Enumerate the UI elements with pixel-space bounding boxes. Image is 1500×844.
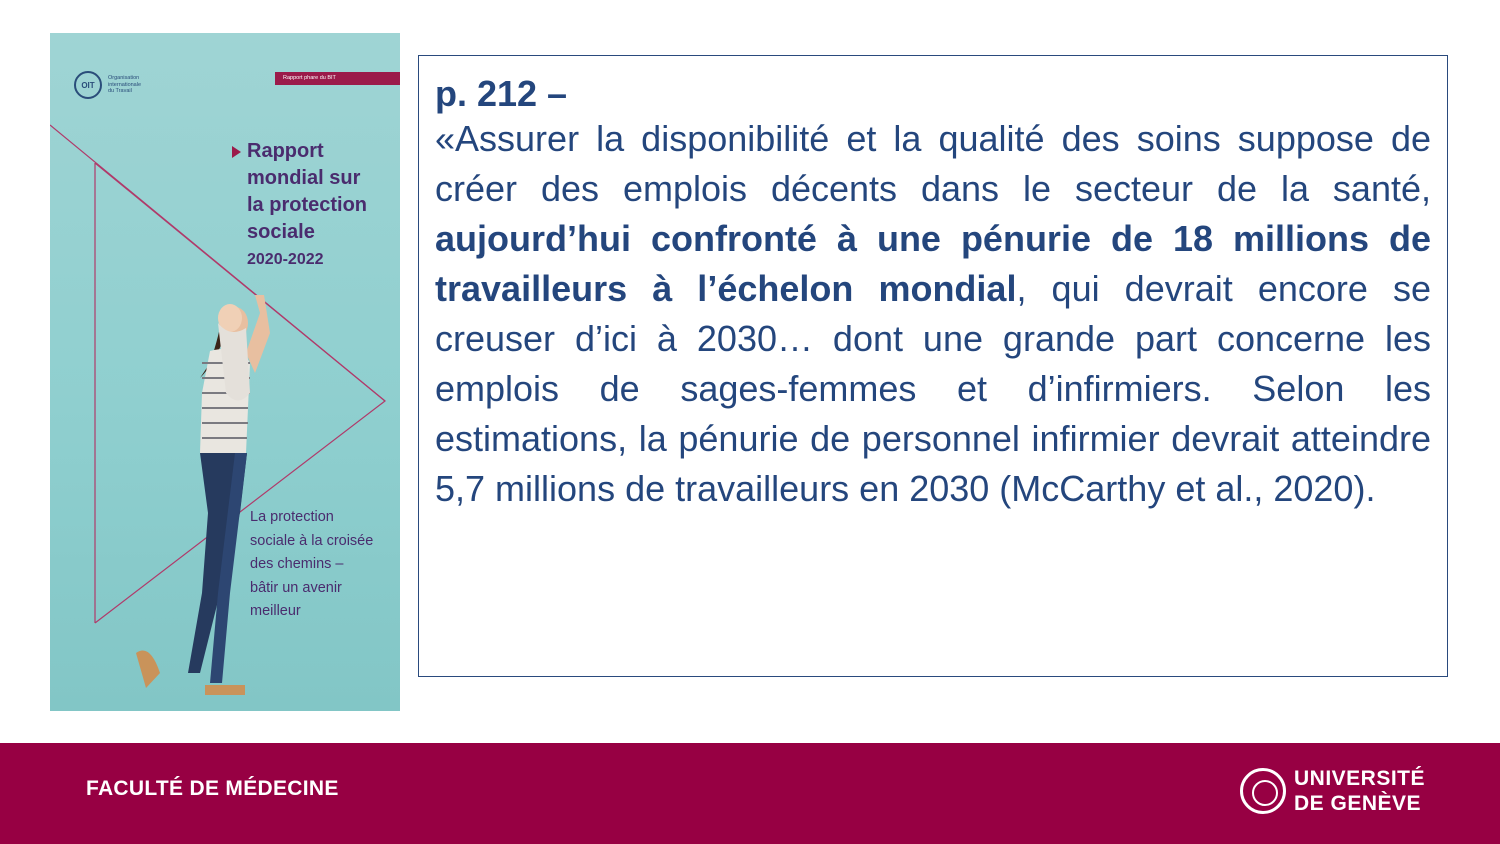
quote-text-part2: , qui devrait encore se creuser d’ici à 2030… dont une grande part concerne les emplois de sages-femmes et d’infirmiers. Selon les estimations, la pénurie de personnel infirmier devrait atteindre 5,7 millions de travailleurs en 2030 (McCarthy et al., 2020). <box>435 268 1432 509</box>
cover-years: 2020-2022 <box>247 251 324 268</box>
cover-title-line: Rapport <box>247 140 324 162</box>
quote-text-part1: «Assurer la disponibilité et la qualité des soins suppose de créer des emplois décents dans le secteur de la santé, <box>435 118 1431 209</box>
faculty-name: FACULTÉ DE MÉDECINE <box>86 777 339 800</box>
quote-page-reference: p. 212 – <box>435 73 568 114</box>
cover-subtitle-line: des chemins – <box>250 556 344 572</box>
university-name-line1: UNIVERSITÉ <box>1294 767 1426 790</box>
university-name-line2: DE GENÈVE <box>1294 792 1422 815</box>
quote-text <box>435 114 1431 514</box>
ilo-org-name: Organisation internationale du Travail <box>108 75 142 95</box>
triangle-arrow-icon <box>232 146 241 158</box>
woman-lifting-baby-photo <box>136 295 270 695</box>
footer-bar <box>0 743 1500 844</box>
cover-title-line: la protection <box>247 194 368 216</box>
cover-subtitle-line: bâtir un avenir <box>250 579 342 596</box>
cover-tag: Rapport phare du BIT <box>275 72 400 85</box>
cover-subtitle-line: La protection <box>250 509 334 525</box>
cover-subtitle <box>250 506 373 624</box>
university-name <box>1294 766 1425 816</box>
quote-text-bold: aujourd’hui confronté à une pénurie de 18 millions de travailleurs à l’échelon mondial <box>435 218 1431 309</box>
cover-title <box>232 138 367 273</box>
cover-title-line: sociale <box>247 221 315 243</box>
unige-seal-icon <box>1240 768 1286 814</box>
ilo-emblem-icon: OIT <box>74 71 102 99</box>
cover-subtitle-line: meilleur <box>250 603 301 619</box>
ilo-logo <box>74 71 158 99</box>
cover-title-line: mondial sur <box>247 167 361 189</box>
quote-box <box>418 55 1448 677</box>
university-logo <box>1240 766 1425 816</box>
report-cover-image <box>50 33 400 711</box>
cover-subtitle-line: sociale à la croisée <box>250 532 374 549</box>
